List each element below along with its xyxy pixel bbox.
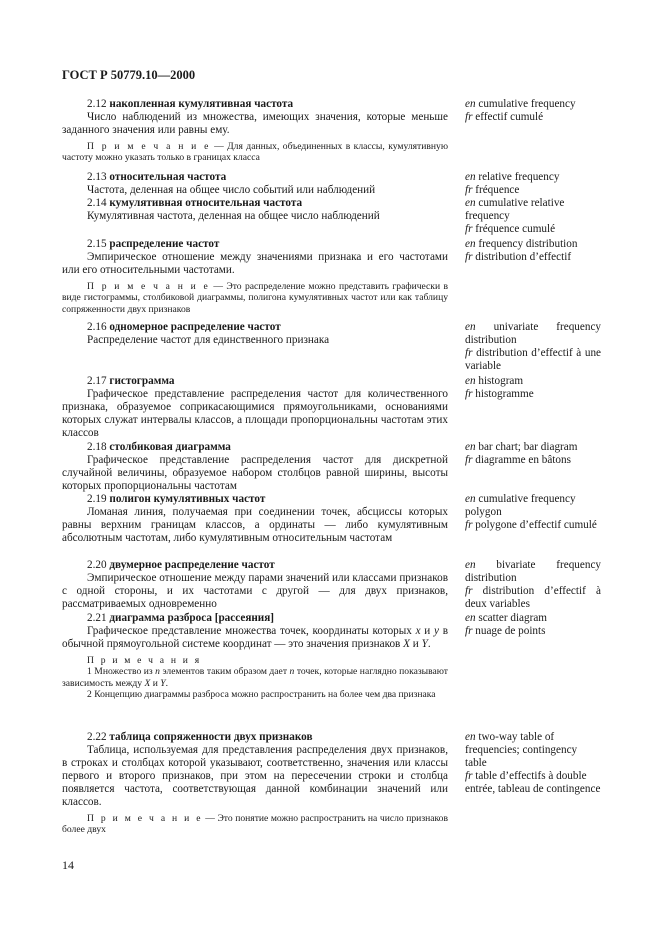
term-note-2: 2 Концепцию диаграммы разброса можно распространить на более чем два признака	[87, 688, 436, 700]
term-number: 2.17	[87, 375, 107, 387]
entry-2-13	[62, 171, 448, 223]
entry-2-19	[62, 493, 448, 545]
term-number: 2.20	[87, 559, 107, 571]
term-number: 2.13	[87, 171, 107, 183]
translations-2-22: en two-way table of frequencies; contingency table fr table d’effectifs à double entrée, tableau de contingence	[465, 731, 601, 795]
notes-heading: П р и м е ч а н и я	[87, 655, 202, 666]
entry-2-12	[62, 98, 448, 164]
term-number: 2.19	[87, 493, 107, 505]
term-title: распределение частот	[109, 238, 220, 250]
translations-2-15: en frequency distribution fr distribution d’effectif	[465, 238, 578, 263]
document-header: ГОСТ Р 50779.10—2000	[62, 68, 196, 82]
term-title: диаграмма разброса [рассеяния]	[109, 612, 275, 624]
translations-2-21: en scatter diagram fr nuage de points	[465, 612, 548, 637]
term-number: 2.16	[87, 321, 107, 333]
term-definition: Графическое представление распределения частот для дискретной случайной величины, образуемое набором столбцов равной ширины, высоты которых пропорциональны частотам	[62, 454, 448, 492]
term-definition: Графическое представление множества точек, координаты которых x и y в обычной прямоугольной системе координат — это значения признаков X и Y.	[62, 625, 448, 650]
term-title: одномерное распределение частот	[109, 321, 281, 333]
term-note: П р и м е ч а н и е — Для данных, объединенных в классы, кумулятивную частоту можно указать только в границах класса	[62, 141, 448, 164]
term-number: 2.18	[87, 441, 107, 453]
translations-2-16: en univariate frequency distribution fr distribution d’effectif à une variable	[465, 321, 602, 372]
translations-2-17: en histogram fr histogramme	[465, 375, 534, 400]
term-definition: Графическое представление распределения частот для количественного признака, образуемое соприкасающимися прямоугольниками, основаниями которых служат интервалы классов, а площади пропорциональны частотам этих классов	[62, 388, 448, 439]
term-number: 2.12	[87, 98, 107, 110]
term-number: 2.15	[87, 238, 107, 250]
term-note: П р и м е ч а н и е — Это понятие можно распространить на число признаков более двух	[62, 813, 448, 836]
term-title: таблица сопряженности двух признаков	[109, 731, 313, 743]
term-title: относительная частота	[109, 171, 227, 183]
term-definition: Ломаная линия, получаемая при соединении точек, абсциссы которых равны верхним границам классов, а ординаты — либо кумулятивным абсолютным частотам, либо кумулятивным относительным частотам	[62, 506, 448, 544]
term-definition: Кумулятивная частота, деленная на общее число наблюдений	[87, 210, 380, 222]
term-number: 2.14	[87, 197, 107, 209]
term-definition: Таблица, используемая для представления распределения двух признаков, в строках и столбцах которой указывают, соответственно, значения или классы первого и второго признаков, при этом на пересечении строки и столбца появляется частота, соответствующая данной комбинации значений или классов.	[62, 744, 448, 808]
term-number: 2.22	[87, 731, 107, 743]
term-title: накопленная кумулятивная частота	[109, 98, 294, 110]
translations-2-20: en bivariate frequency distribution fr distribution d’effectif à deux variables	[465, 559, 602, 610]
term-note: П р и м е ч а н и е — Это распределение можно представить графически в виде гистограммы, столбиковой диаграммы, полигона кумулятивных частот или как таблицу сопряженности двух признаков	[62, 281, 448, 315]
term-definition: Эмпирическое отношение между значениями признака и его частотами или его относительными частотами.	[62, 251, 448, 276]
term-title: двумерное распределение частот	[109, 559, 275, 571]
entry-2-16	[62, 321, 448, 347]
term-definition: Распределение частот для единственного признака	[87, 334, 330, 346]
term-definition: Эмпирическое отношение между парами значений или классами признаков с одной стороны, и их частотами с другой — для двух признаков, рассматриваемых одновременно	[62, 572, 448, 610]
entry-2-15	[62, 238, 448, 315]
term-title: столбиковая диаграмма	[109, 441, 231, 453]
translations-2-18: en bar chart; bar diagram fr diagramme en bâtons	[465, 441, 578, 466]
entry-2-21	[62, 612, 448, 700]
term-definition: Число наблюдений из множества, имеющих значения, которые меньше заданного значения или равны ему.	[62, 111, 448, 136]
term-title: гистограмма	[109, 375, 175, 387]
translations-2-13-2-14: en relative frequency fr fréquence en cumulative relative frequency fr fréquence cumulé	[465, 171, 565, 235]
entry-2-22	[62, 731, 448, 836]
entry-2-14-title	[62, 197, 448, 210]
page-number: 14	[62, 858, 74, 872]
term-title: полигон кумулятивных частот	[109, 493, 266, 505]
term-title: кумулятивная относительная частота	[109, 197, 303, 209]
translations-2-19: en cumulative frequency polygon fr polygone d’effectif cumulé	[465, 493, 597, 531]
translations-2-12: en cumulative frequency fr effectif cumulé	[465, 98, 576, 123]
term-definition: Частота, деленная на общее число событий или наблюдений	[87, 184, 376, 196]
entry-2-17	[62, 375, 448, 440]
term-note-1: 1 Множество из n элементов таким образом дает n точек, которые наглядно показывают зависимость между X и Y.	[62, 666, 449, 689]
term-number: 2.21	[87, 612, 107, 624]
entry-2-18	[62, 441, 448, 493]
entry-2-20	[62, 559, 448, 611]
